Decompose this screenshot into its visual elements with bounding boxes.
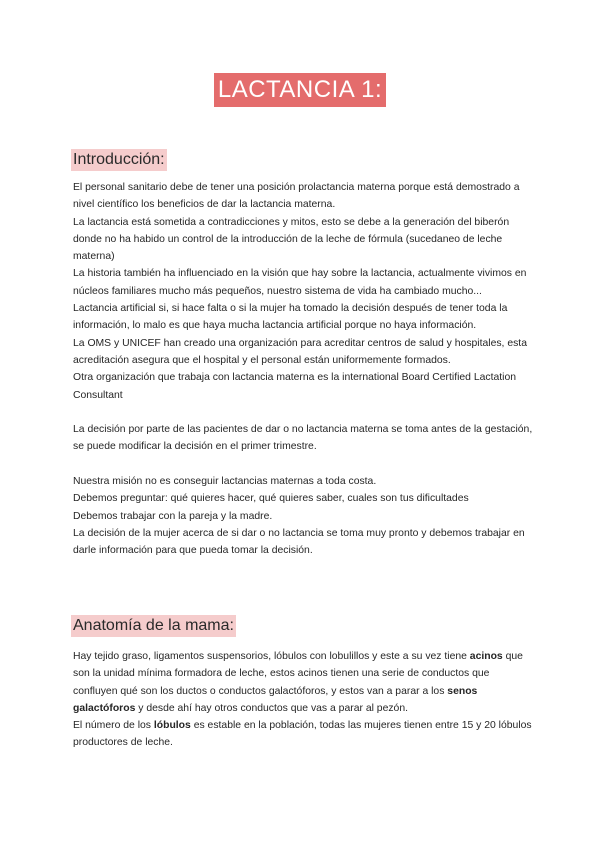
paragraph: La decisión por parte de las pacientes de dar o no lactancia materna se toma antes de la gestación, se puede modificar la decisión en el primer trimestre. xyxy=(73,424,533,453)
title-container xyxy=(0,73,600,107)
paragraph: La decisión de la mujer acerca de si dar o no lactancia se toma muy pronto y debemos trabajar en darle información para que pueda tomar la decisión. xyxy=(73,527,525,557)
bold-term: acinos xyxy=(469,651,503,662)
paragraph: El personal sanitario debe de tener una posición prolactancia materna porque está demostrado a nivel científico los beneficios de dar la lactancia materna. xyxy=(73,182,520,211)
section-body-introduccion xyxy=(73,179,533,560)
text-run: El número de los xyxy=(73,720,154,732)
paragraph: La OMS y UNICEF han creado una organización para acreditar centros de salud y hospitales, esta acreditación asegura que el hospital y el personal están uniformemente formados. xyxy=(73,337,527,366)
paragraph xyxy=(73,648,533,717)
text-run: y desde ahí hay otros conductos que vas a parar al pezón. xyxy=(135,702,408,714)
paragraph: Nuestra misión no es conseguir lactancias maternas a toda costa. xyxy=(73,476,377,488)
paragraph-spacer xyxy=(73,404,533,421)
text-run: que son la unidad mínima formadora de leche, estos acinos tienen una serie de conductos que confluyen qué son los ductos o conductos galactóforos, y estos van a parar a los xyxy=(73,651,523,697)
bold-term: senos galactóforos xyxy=(73,685,478,714)
paragraph: Debemos preguntar: qué quieres hacer, qué quieres saber, cuales son tus dificultades xyxy=(73,493,469,505)
paragraph: La historia también ha influenciado en la visión que hay sobre la lactancia, actualmente vivimos en núcleos familiares mucho más pequeños, nuestro sistema de vida ha cambiado mucho... xyxy=(73,268,527,297)
section-heading-anatomia: Anatomía de la mama: xyxy=(71,615,236,637)
paragraph: Debemos trabajar con la pareja y la madre. xyxy=(73,510,273,522)
text-run: Hay tejido graso, ligamentos suspensorios, lóbulos con lobulillos y este a su vez tiene xyxy=(73,651,470,662)
section-body-anatomia xyxy=(73,648,533,752)
document-title: LACTANCIA 1: xyxy=(214,73,386,107)
paragraph xyxy=(73,717,533,752)
section-heading-introduccion: Introducción: xyxy=(71,149,167,171)
text-run: es estable en la población, todas las mujeres tienen entre 15 y 20 lóbulos productores de leche. xyxy=(73,720,532,749)
bold-term: lóbulos xyxy=(153,720,191,732)
paragraph: Otra organización que trabaja con lactancia materna es la international Board Certified Lactation Consultant xyxy=(73,372,517,401)
paragraph: La lactancia está sometida a contradicciones y mitos, esto se debe a la generación del biberón donde no ha habido un control de la introducción de la leche de fórmula (sucedaneo de leche materna) xyxy=(73,216,510,263)
paragraph-spacer xyxy=(73,456,533,473)
paragraph: Lactancia artificial si, si hace falta o si la mujer ha tomado la decisión después de tener toda la información, lo malo es que haya mucha lactancia artificial porque no haya información. xyxy=(73,303,508,332)
